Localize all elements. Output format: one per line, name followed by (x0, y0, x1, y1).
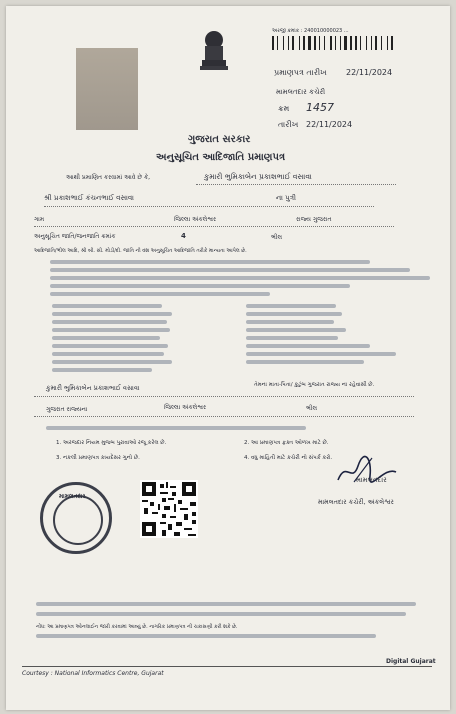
condition-1: 1. અરજદાર નિયમ મુજબ પુરાવાઓ રજૂ કરેલ છે. (56, 440, 167, 446)
tribe-2: ભીલ (306, 405, 318, 412)
address-line (34, 226, 394, 227)
applicant-line (196, 184, 396, 185)
doc-title: અનુસૂચિત આદિજાતિ પ્રમાણપત્ર (156, 152, 286, 163)
year-value: 4 (181, 232, 186, 240)
district: જિલ્લા અંકલેશ્વર (174, 216, 217, 223)
qr-code (140, 480, 198, 538)
condition-4: 4. વધુ માહિતી માટે કચેરી નો સંપર્ક કરો. (244, 455, 333, 461)
seal-text: મામલતદાર (59, 493, 86, 500)
issue-date: 22/11/2024 (306, 120, 353, 129)
gov-title: ગુજરાત સરકાર (188, 134, 251, 145)
father-name: શ્રી પ્રકાશભાઈ કંચનભાઈ વસાવા (44, 194, 134, 202)
applicant-photo (76, 48, 138, 130)
office-label: મામલતદાર કચેરી (276, 88, 326, 96)
condition-3: 3. નકલી પ્રમાણપત્ર કાયદેસર ગુનો છે. (56, 455, 140, 461)
order-line: આદિજાતિ/ભીલ આદિ, શ્રી બી. સી. મોડી/દી. જાતિ ની વંશ અનુસૂચિત આદિજાતિ તરીકે માન્યતા આપેલ છે. (34, 248, 247, 254)
year-label: અનુસૂચિત જાતિ/જનજાતિ ક્રમાંક (34, 233, 116, 240)
designation: મામલતદાર (356, 476, 387, 484)
serial-no: 1457 (306, 101, 334, 114)
sign-left: કુમારી ભુમિકાબેન પ્રકાશભાઈ વસાવા (46, 384, 140, 392)
gender-word: ના પુત્રી (276, 194, 297, 202)
state: રાજ્ય ગુજરાત (296, 216, 332, 223)
national-emblem-icon (192, 26, 236, 78)
condition-2: 2. આ પ્રમાણપત્ર ફક્ત ઓળખ માટે છે. (244, 440, 329, 446)
certificate-date: 22/11/2024 (346, 68, 393, 77)
applicant-name: કુમારી ભુમિકાબેન પ્રકાશભાઈ વસાવા (204, 172, 312, 181)
certificate-sheet (6, 6, 450, 710)
office-seal (40, 482, 112, 554)
footer-note: નોંધ: આ પ્રમાણપત્ર ઓનલાઈન જારી કરવામાં આવ્યું છે. નાગરિક પ્રમાણપત્ર ની ચકાસણી કરી શકે છે. (36, 624, 238, 630)
issue-label: તારીખ (278, 120, 299, 129)
footer-brand: Digital Gujarat (386, 658, 436, 665)
barcode (272, 36, 422, 50)
barcode-text: અરજી ક્રમાંક : 240010000023 ... (272, 28, 349, 34)
certificate-no-label: પ્રમાણપત્ર તારીખ (274, 68, 327, 77)
sign-right: તેમના માતા-પિતા/ કુટુંબ ગુજરાત રાજ્ય ના રહેવાસી છે. (254, 382, 375, 388)
village-label: ગામ (34, 216, 45, 223)
sign-line (34, 396, 414, 397)
resident-underline (34, 416, 414, 417)
father-line (44, 206, 374, 207)
intro-text: આથી પ્રમાણિત કરવામાં આવે છે કે, (66, 174, 151, 181)
district-2: જિલ્લા અંકલેશ્વર (164, 404, 207, 411)
footer-divider (22, 666, 432, 667)
resident-line: ગુજરાત રાજ્યના (46, 406, 88, 413)
footer-courtesy: Courtesy : National Informatics Centre, Gujarat (22, 670, 164, 677)
office-name: મામલતદાર કચેરી, અંકલેશ્વર (318, 498, 394, 506)
tribe: ભીલ (271, 234, 283, 241)
serial-label: ક્રમ (278, 104, 290, 113)
